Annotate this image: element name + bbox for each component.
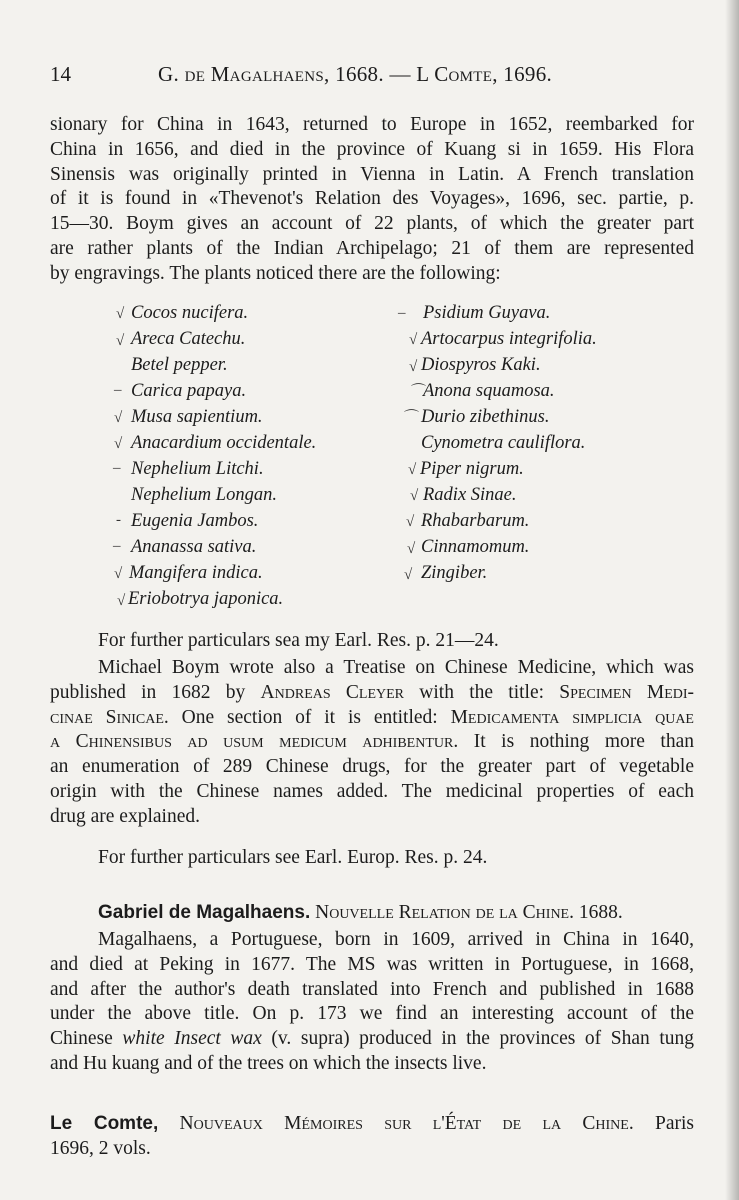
further-particulars-line: For further particulars sea my Earl. Res. p. 21—24. [98, 630, 499, 651]
plant-name: Eugenia Jambos. [131, 511, 259, 531]
plant-name: Diospyros Kaki. [421, 355, 541, 375]
text-line: drug are explained. [50, 805, 200, 827]
text-line: origin with the Chinese names added. The medicinal properties of each [50, 780, 694, 802]
plant-name: Anacardium occidentale. [131, 433, 317, 453]
running-head: G. de Magalhaens, 1668. — L Comte, 1696. [158, 62, 553, 86]
pencil-check-mark: √ [404, 567, 413, 583]
text-run: Chinese [50, 1028, 123, 1050]
page-edge-shadow [725, 0, 739, 1200]
plant-name: Anona squamosa. [423, 381, 555, 401]
text-line [50, 706, 694, 731]
text-run: (v. supra) produced in the provinces of Shan tung [261, 1028, 694, 1050]
text-line: under the above title. On p. 173 we find an interesting account of the [50, 1003, 694, 1025]
magalhaens-paragraph [50, 928, 694, 1077]
pencil-dash-mark: – [114, 382, 122, 398]
author-name: Andreas Cleyer [260, 681, 405, 703]
text-line: an enumeration of 289 Chinese drugs, for the greater part of vegetable [50, 756, 694, 778]
text-line [50, 1112, 694, 1137]
pencil-check-mark: √ [410, 488, 419, 504]
plant-name: Durio zibethinus. [421, 407, 550, 427]
pencil-dash-mark: - [116, 512, 121, 528]
text-run: . One section of it is entitled: [163, 706, 451, 728]
text-run: . Paris [628, 1113, 694, 1134]
emphasis-term: white Insect wax [122, 1028, 262, 1050]
plant-name: Rhabarbarum. [421, 511, 530, 531]
plant-name: Musa sapientium. [131, 407, 263, 427]
text-line: China in 1656, and died in the province of Kuang si in 1659. His Flora [50, 138, 694, 160]
pencil-check-mark: √ [114, 566, 123, 582]
further-particulars-line: For further particulars see Earl. Europ. Res. p. 24. [98, 847, 488, 868]
plant-name: Cocos nucifera. [131, 303, 249, 323]
book-title: Specimen Medi- [559, 681, 695, 703]
text-line: Sinensis was originally printed in Vienna in Latin. A French translation [50, 163, 694, 185]
plant-name: Cinnamomum. [421, 537, 530, 557]
pencil-dash-mark: – [113, 538, 121, 554]
text-line: Michael Boym wrote also a Treatise on Chinese Medicine, which was [98, 657, 694, 678]
section-title: a Chinensibus ad usum medicum adhibentur [50, 731, 454, 753]
pencil-dash-mark: – [113, 460, 121, 476]
text-line: sionary for China in 1643, returned to Europe in 1652, reembarked for [50, 114, 694, 135]
plant-name: Zingiber. [421, 563, 488, 583]
text-line: and died at Peking in 1677. The MS was written in Portuguese, in 1668, [50, 953, 694, 975]
pencil-check-mark: √ [409, 359, 418, 375]
text-line [50, 681, 694, 706]
pencil-check-mark: √ [116, 333, 125, 349]
text-line: by engravings. The plants noticed there are the following: [50, 262, 501, 284]
text-line: Magalhaens, a Portuguese, born in 1609, arrived in China in 1640, [98, 929, 694, 950]
author-name: Le Comte, [50, 1113, 159, 1134]
text-line [50, 1027, 694, 1052]
text-line [50, 730, 694, 755]
pencil-check-mark: √ [409, 332, 418, 348]
plant-name: Ananassa sativa. [131, 537, 257, 557]
medicine-paragraph [50, 656, 694, 830]
pencil-check-mark: √ [117, 593, 126, 609]
book-title: Nouvelle Relation de la Chine [315, 902, 570, 923]
plant-name: Nephelium Litchi. [131, 459, 264, 479]
author-name: Gabriel de Magalhaens. [98, 902, 311, 923]
pencil-curve-mark: ⌒ [411, 384, 427, 400]
plant-name: Carica papaya. [131, 381, 247, 401]
plant-name: Cynometra cauliflora. [421, 433, 586, 453]
lecomte-entry [50, 1112, 694, 1162]
plant-name: Eriobotrya japonica. [128, 589, 284, 609]
pencil-curve-mark: ⌒ [404, 410, 420, 426]
plant-name: Psidium Guyava. [423, 303, 551, 323]
entry-heading-magalhaens [98, 902, 623, 924]
pencil-check-mark: √ [116, 306, 125, 322]
text-line: and after the author's death translated into French and published in 1688 [50, 978, 694, 1000]
pencil-check-mark: √ [114, 436, 123, 452]
plant-name: Artocarpus integrifolia. [421, 329, 597, 349]
pencil-check-mark: √ [408, 462, 417, 478]
text-run: with the title: [404, 681, 560, 703]
text-line: 1696, 2 vols. [50, 1137, 151, 1159]
plant-name: Piper nigrum. [420, 459, 524, 479]
book-title: Nouveaux Mémoires sur l'État de la Chine [179, 1113, 629, 1134]
plant-name: Mangifera indica. [129, 563, 263, 583]
plant-name: Betel pepper. [131, 355, 228, 375]
publication-year: . 1688. [569, 902, 623, 923]
plant-name: Radix Sinae. [423, 485, 517, 505]
section-title: Medicamenta simplicia quae [450, 706, 694, 728]
text-run: . It is nothing more than [453, 731, 694, 753]
text-line: and Hu kuang and of the trees on which the insects live. [50, 1052, 487, 1074]
pencil-check-mark: √ [114, 410, 123, 426]
pencil-check-mark: √ [407, 541, 416, 557]
plant-name: Areca Catechu. [131, 329, 246, 349]
text-line: of it is found in «Thevenot's Relation des Voyages», 1696, sec. partie, p. [50, 188, 694, 210]
book-title: cinae Sinicae [50, 706, 164, 728]
text-line: are rather plants of the Indian Archipelago; 21 of them are represented [50, 237, 694, 259]
plant-name: Nephelium Longan. [131, 485, 277, 505]
pencil-dash-mark: – [398, 305, 406, 321]
text-run: published in 1682 by [50, 681, 261, 703]
page-number: 14 [50, 62, 71, 86]
pencil-check-mark: √ [406, 514, 415, 530]
text-line: 15—30. Boym gives an account of 22 plants, of which the greater part [50, 213, 694, 235]
